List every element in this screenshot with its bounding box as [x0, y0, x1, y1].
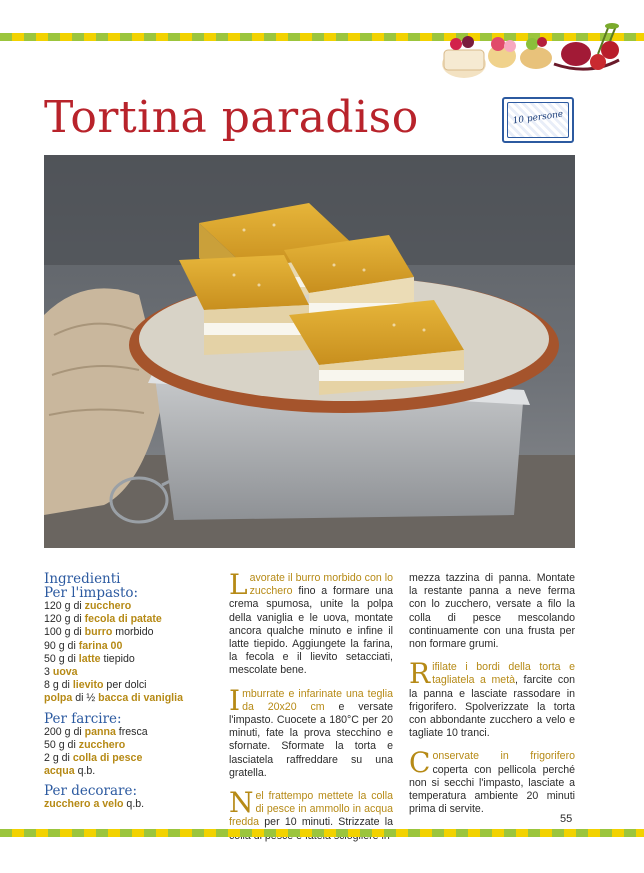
desserts-illustration	[424, 14, 634, 84]
farcire-list	[44, 726, 214, 779]
ingredient-line: 100 g di burro morbido	[44, 626, 154, 639]
decorare-heading: Per decorare:	[44, 783, 138, 800]
ingredients-column	[44, 572, 214, 812]
impasto-list	[44, 600, 214, 706]
step-2: Imburrate e infarinate una teglia da 20x20 cm e versate l'impasto. Cuocete a 180°C per 20 minuti, fate la prova stecchino e sfornate. Sformate la torta e lasciatela raffreddare su una gratella.	[229, 683, 393, 779]
ingredient-line: 50 g di latte tiepido	[44, 652, 135, 665]
ingredient-line: polpa di ½ bacca di vaniglia	[44, 692, 183, 705]
ingredient-line: 120 g di fecola di patate	[44, 613, 162, 626]
ingredient-line: 200 g di panna fresca	[44, 725, 148, 738]
method-column-1	[229, 568, 393, 853]
decorare-list	[44, 798, 214, 811]
farcire-heading: Per farcire:	[44, 710, 122, 727]
ingredient-line: 120 g di zucchero	[44, 600, 132, 612]
ingredient-line: zucchero a velo q.b.	[44, 798, 145, 811]
recipe-title: Tortina paradiso	[44, 92, 419, 143]
impasto-heading: Per l'impasto:	[44, 585, 139, 601]
step-5: Conservate in frigorifero coperta con pellicola perché non si secchi l'impasto, lasciate a temperatura ambiente 20 minuti prima di servite.	[409, 746, 575, 816]
step-4: Rifilate i bordi della torta e tagliatela a metà, farcite con la panna e lasciate rassodare in frigorifero. Spolverizzate la torta con abbondante zucchero a velo e tagliate 10 tranci.	[409, 657, 575, 740]
step-3-continued: mezza tazzina di panna. Montate la restante panna a neve ferma con lo zucchero, versate a filo la colla di pesce mescolando continuamente con una frusta per non formare grumi.	[409, 572, 575, 651]
ingredient-line: acqua q.b.	[44, 765, 96, 778]
method-column-2	[409, 572, 575, 826]
servings-badge	[502, 97, 574, 143]
step-1: Lavorate il burro morbido con lo zucchero fino a formare una crema spumosa, unite la polpa della vaniglia e le uova, montate ancora qualche minuto e infine il latte tiepido. Aggiungete la farina, la fecola e il lievito setacciati, mescolate bene.	[229, 568, 393, 677]
servings-label: 10 persone	[512, 109, 564, 127]
page-number: 55	[560, 813, 573, 825]
step-3: Nel frattempo mettete la colla di pesce in ammollo in acqua fredda per 10 minuti. Strizzate la	[229, 786, 393, 829]
recipe-photo	[44, 155, 575, 548]
ingredients-heading: Ingredienti	[44, 571, 121, 587]
bottom-stripe-border	[0, 829, 644, 837]
ingredient-line: 90 g di farina 00	[44, 639, 123, 652]
ingredient-line: 2 g di colla di pesce	[44, 752, 143, 765]
ingredient-line: 3 uova	[44, 666, 78, 679]
ingredient-line: 8 g di lievito per dolci	[44, 679, 147, 692]
ingredient-line: 50 g di zucchero	[44, 738, 126, 751]
